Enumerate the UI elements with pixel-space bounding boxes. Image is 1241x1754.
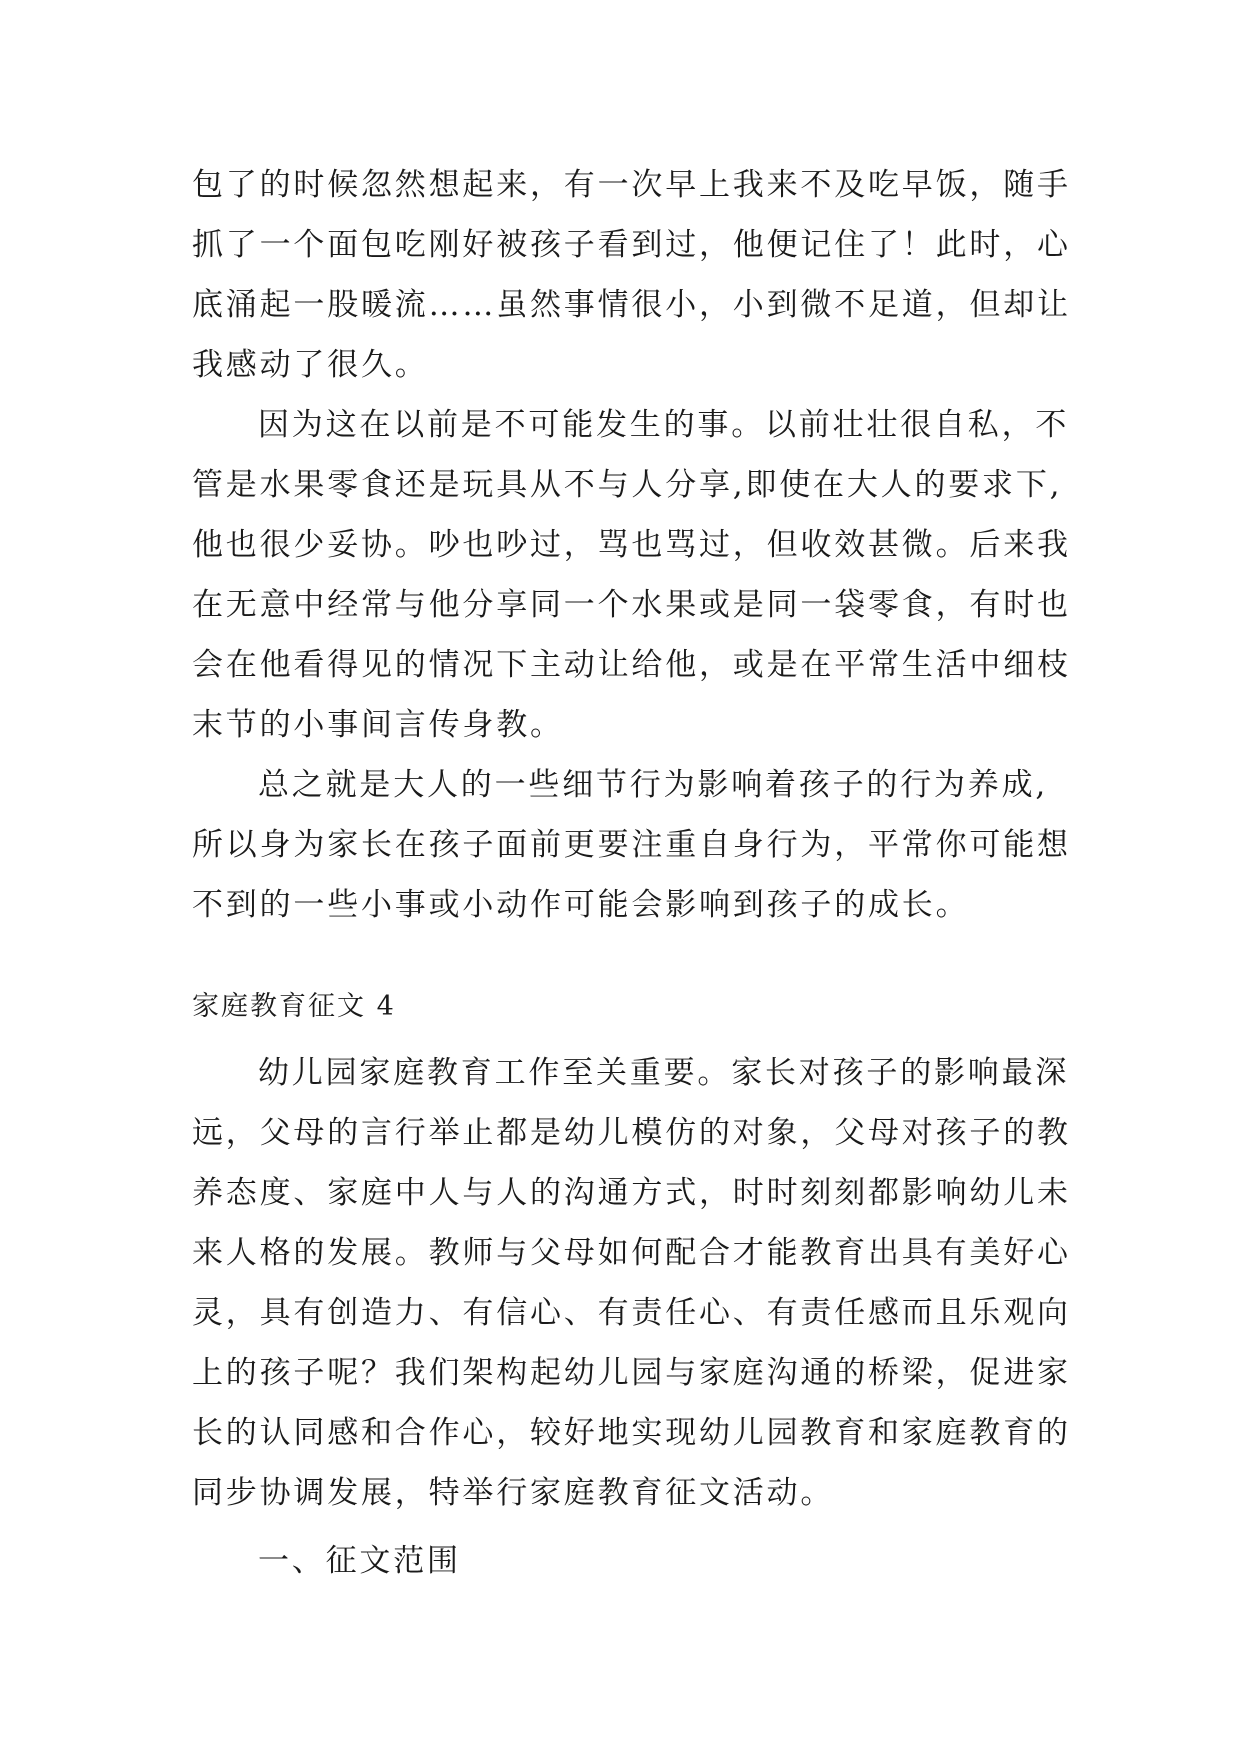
text-line: 灵，具有创造力、有信心、有责任心、有责任感而且乐观向 — [192, 1295, 1071, 1331]
text-line: 所以身为家长在孩子面前更要注重自身行为，平常你可能想 — [192, 827, 1071, 863]
subsection-heading — [192, 1531, 1052, 1591]
text-line: 包了的时候忽然想起来，有一次早上我来不及吃早饭，随手 — [192, 167, 1071, 203]
text-line: 来人格的发展。教师与父母如何配合才能教育出具有美好心 — [192, 1235, 1071, 1271]
document-page — [192, 155, 1071, 1591]
paragraph-continuation — [192, 155, 1071, 395]
text-line: 远，父母的言行举止都是幼儿模仿的对象，父母对孩子的教 — [192, 1115, 1071, 1151]
text-line: 总之就是大人的一些细节行为影响着孩子的行为养成, — [258, 767, 1049, 803]
text-line: 因为这在以前是不可能发生的事。以前壮壮很自私，不 — [258, 407, 1070, 443]
text-line: 末节的小事间言传身教。 — [192, 707, 564, 743]
section-title: 家庭教育征文 4 — [192, 991, 396, 1022]
text-line: 我感动了很久。 — [192, 347, 429, 383]
text-line: 一、征文范围 — [258, 1543, 461, 1579]
paragraph — [192, 395, 1071, 755]
text-line: 幼儿园家庭教育工作至关重要。家长对孩子的影响最深 — [258, 1055, 1070, 1091]
paragraph — [192, 755, 1071, 935]
text-line: 抓了一个面包吃刚好被孩子看到过，他便记住了！此时，心 — [192, 227, 1071, 263]
text-line: 管是水果零食还是玩具从不与人分享,即使在大人的要求下, — [192, 467, 1063, 503]
text-line: 长的认同感和合作心，较好地实现幼儿园教育和家庭教育的 — [192, 1415, 1071, 1451]
text-line: 养态度、家庭中人与人的沟通方式，时时刻刻都影响幼儿未 — [192, 1175, 1071, 1211]
text-line: 同步协调发展，特举行家庭教育征文活动。 — [192, 1475, 835, 1511]
text-line: 不到的一些小事或小动作可能会影响到孩子的成长。 — [192, 887, 970, 923]
text-line: 在无意中经常与他分享同一个水果或是同一袋零食，有时也 — [192, 587, 1071, 623]
text-line: 底涌起一股暖流……虽然事情很小，小到微不足道，但却让 — [192, 287, 1071, 323]
text-line: 上的孩子呢？我们架构起幼儿园与家庭沟通的桥梁，促进家 — [192, 1355, 1071, 1391]
text-line: 会在他看得见的情况下主动让给他，或是在平常生活中细枝 — [192, 647, 1071, 683]
paragraph — [192, 1043, 1071, 1523]
text-line: 他也很少妥协。吵也吵过，骂也骂过，但收效甚微。后来我 — [192, 527, 1071, 563]
